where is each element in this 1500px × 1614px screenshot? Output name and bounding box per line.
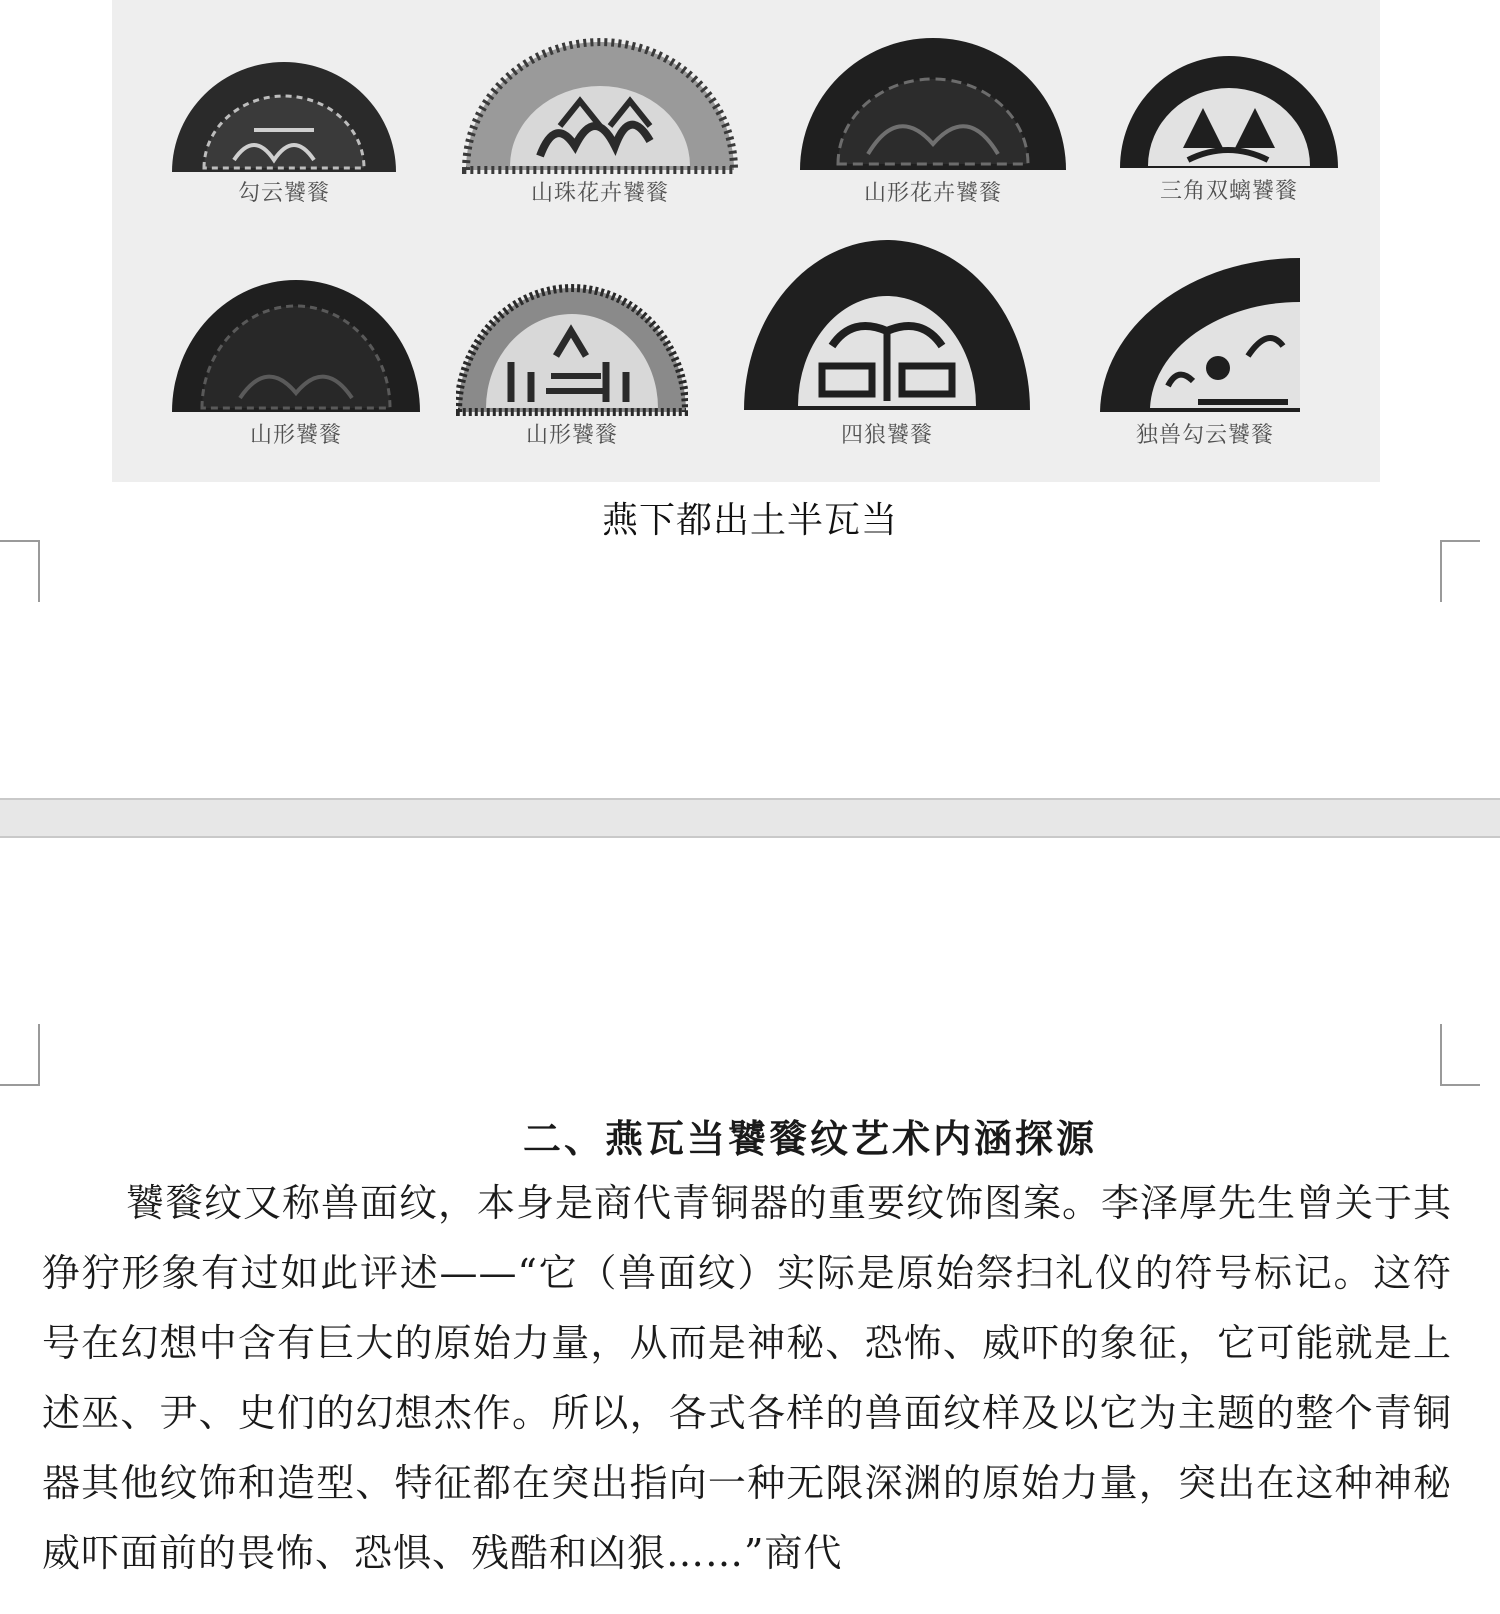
section-heading: 二、燕瓦当饕餮纹艺术内涵探源 [522, 1116, 1097, 1161]
tile-rubbing-8 [1098, 256, 1312, 454]
tile-rubbing-6 [456, 276, 688, 454]
tile-rubbing-3 [798, 34, 1068, 210]
corner-crop-mark [1440, 540, 1480, 602]
rubbing-image [164, 50, 404, 180]
rubbing-image [742, 236, 1032, 416]
corner-crop-mark [1440, 1024, 1480, 1086]
tile-label: 山形花卉饕餮 [863, 181, 1002, 206]
rubbing-image [456, 276, 688, 416]
tile-label: 山珠花卉饕餮 [530, 181, 669, 206]
tile-rubbing-5 [170, 276, 422, 454]
tile-label: 勾云饕餮 [237, 181, 330, 206]
rubbing-image [170, 276, 422, 416]
tile-rubbing-7 [742, 236, 1032, 454]
tile-label: 独兽勾云饕餮 [1135, 423, 1274, 448]
tile-label: 山形饕餮 [249, 423, 342, 448]
corner-crop-mark [0, 540, 40, 602]
corner-crop-mark [0, 1024, 40, 1086]
rubbing-image [1118, 48, 1340, 172]
tile-label: 四狼饕餮 [840, 423, 933, 448]
document-page-top [0, 0, 1500, 798]
tile-rubbing-4 [1118, 48, 1340, 210]
tile-label: 山形饕餮 [525, 423, 618, 448]
tile-label: 三角双螭饕餮 [1159, 179, 1298, 204]
tile-rubbing-2 [460, 36, 740, 210]
body-paragraph: 饕餮纹又称兽面纹，本身是商代青铜器的重要纹饰图案。李泽厚先生曾关于其狰狞形象有过如此评述——“它（兽面纹）实际是原始祭扫礼仪的符号标记。这符号在幻想中含有巨大的原始力量，从而是神秘、恐怖、威吓的象征，它可能就是上述巫、尹、史们的幻想杰作。所以，各式各样的兽面纹样及以它为主题的整个青铜器其他纹饰和造型、特征都在突出指向一种无限深渊的原始力量，突出在这种神秘威吓面前的畏怖、恐惧、残酷和凶狠……”商代 [42, 1181, 1453, 1575]
tile-rubbing-1 [164, 50, 404, 210]
page-separator [0, 798, 1500, 838]
rubbing-image [1098, 256, 1312, 416]
figure-caption: 燕下都出土半瓦当 [601, 500, 898, 541]
rubbing-image [798, 34, 1068, 174]
tile-rubbings-figure [112, 0, 1380, 482]
rubbing-image [460, 36, 740, 176]
